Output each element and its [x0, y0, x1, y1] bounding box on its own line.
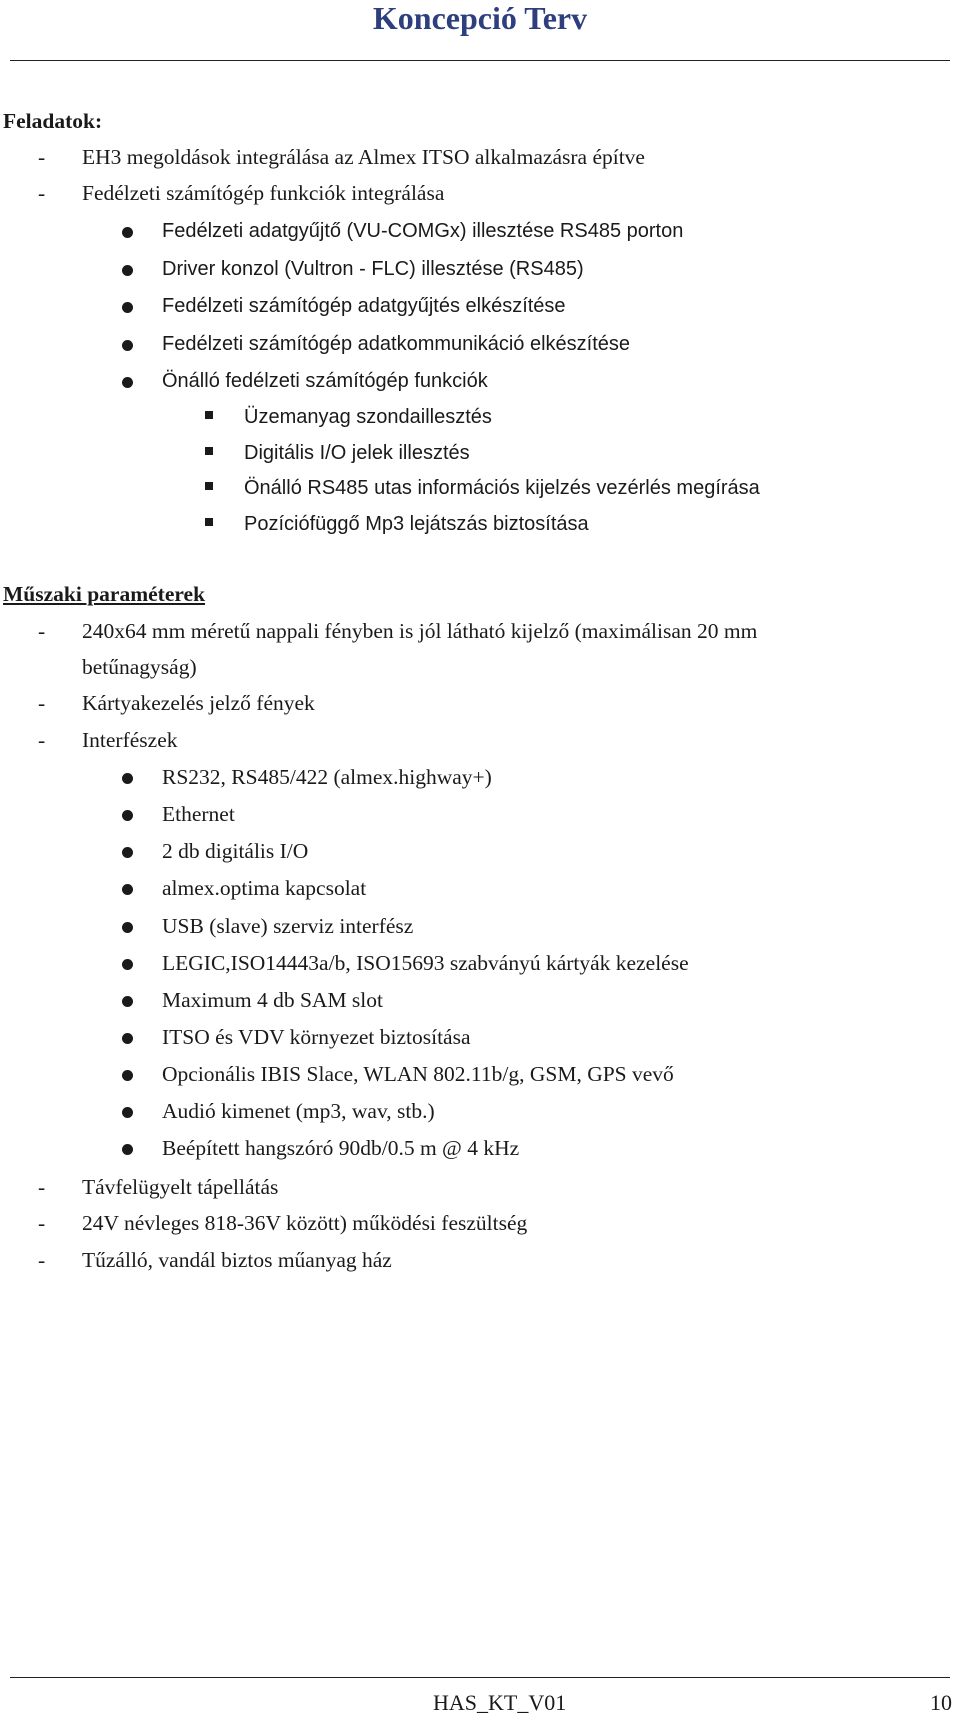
dash-marker: - — [38, 1248, 46, 1272]
list-item: Önálló fedélzeti számítógép funkciók — [162, 370, 488, 392]
bullet-icon — [122, 227, 133, 238]
list-item: RS232, RS485/422 (almex.highway+) — [162, 765, 492, 789]
page-number: 10 — [930, 1690, 952, 1715]
list-item: 2 db digitális I/O — [162, 839, 309, 863]
list-item: LEGIC,ISO14443a/b, ISO15693 szabványú kártyák kezelése — [162, 951, 689, 975]
bullet-icon — [122, 847, 133, 858]
list-item: ITSO és VDV környezet biztosítása — [162, 1025, 471, 1049]
list-item: Fedélzeti számítógép funkciók integrálása — [82, 181, 445, 205]
list-item: Audió kimenet (mp3, wav, stb.) — [162, 1099, 435, 1123]
bullet-icon — [122, 1144, 133, 1155]
page-title: Koncepció Terv — [372, 0, 588, 36]
bullet-icon — [122, 922, 133, 933]
dash-marker: - — [38, 619, 46, 643]
bullet-icon — [122, 1107, 133, 1118]
list-item: EH3 megoldások integrálása az Almex ITSO alkalmazásra építve — [82, 145, 645, 169]
dash-marker: - — [38, 1211, 46, 1235]
list-item: 24V névleges 818-36V között) működési feszültség — [82, 1211, 528, 1235]
list-item: Ethernet — [162, 802, 235, 826]
bullet-icon — [122, 1033, 133, 1044]
bullet-icon — [122, 302, 133, 313]
bullet-icon — [122, 959, 133, 970]
dash-marker: - — [38, 1175, 46, 1199]
section-heading-parameterek: Műszaki paraméterek — [3, 582, 206, 606]
section-heading-feladatok: Feladatok: — [3, 109, 103, 133]
dash-marker: - — [38, 691, 46, 715]
square-bullet-icon — [205, 411, 213, 419]
list-item: USB (slave) szerviz interfész — [162, 914, 414, 938]
footer-rule — [10, 1677, 950, 1678]
list-item: Tűzálló, vandál biztos műanyag ház — [82, 1248, 392, 1272]
list-item: Kártyakezelés jelző fények — [82, 691, 315, 715]
list-item: almex.optima kapcsolat — [162, 876, 367, 900]
square-bullet-icon — [205, 518, 213, 526]
list-item: Fedélzeti számítógép adatgyűjtés elkészítése — [162, 295, 566, 317]
list-item: Fedélzeti adatgyűjtő (VU-COMGx) illesztése RS485 porton — [162, 220, 684, 242]
list-item: Üzemanyag szondaillesztés — [244, 406, 492, 428]
square-bullet-icon — [205, 447, 213, 455]
document-id: HAS_KT_V01 — [433, 1690, 567, 1715]
list-item: Opcionális IBIS Slace, WLAN 802.11b/g, GSM, GPS vevő — [162, 1062, 674, 1086]
header-rule — [10, 60, 950, 61]
bullet-icon — [122, 884, 133, 895]
list-item: Távfelügyelt tápellátás — [82, 1175, 279, 1199]
bullet-icon — [122, 377, 133, 388]
bullet-icon — [122, 265, 133, 276]
list-item: Fedélzeti számítógép adatkommunikáció elkészítése — [162, 333, 631, 355]
bullet-icon — [122, 996, 133, 1007]
dash-marker: - — [38, 181, 46, 205]
list-item: Beépített hangszóró 90db/0.5 m @ 4 kHz — [162, 1136, 520, 1160]
square-bullet-icon — [205, 482, 213, 490]
dash-marker: - — [38, 728, 46, 752]
bullet-icon — [122, 810, 133, 821]
list-item: Pozíciófüggő Mp3 lejátszás biztosítása — [244, 513, 589, 535]
list-item: 240x64 mm méretű nappali fényben is jól látható kijelző (maximálisan 20 mm — [82, 619, 758, 643]
bullet-icon — [122, 773, 133, 784]
list-item: Maximum 4 db SAM slot — [162, 988, 383, 1012]
list-item: Önálló RS485 utas információs kijelzés vezérlés megírása — [244, 477, 760, 499]
list-item: Driver konzol (Vultron - FLC) illesztése (RS485) — [162, 258, 584, 280]
bullet-icon — [122, 1070, 133, 1081]
list-item-continuation: betűnagyság) — [82, 655, 197, 679]
list-item: Interfészek — [82, 728, 178, 752]
list-item: Digitális I/O jelek illesztés — [244, 442, 470, 464]
bullet-icon — [122, 340, 133, 351]
dash-marker: - — [38, 145, 46, 169]
